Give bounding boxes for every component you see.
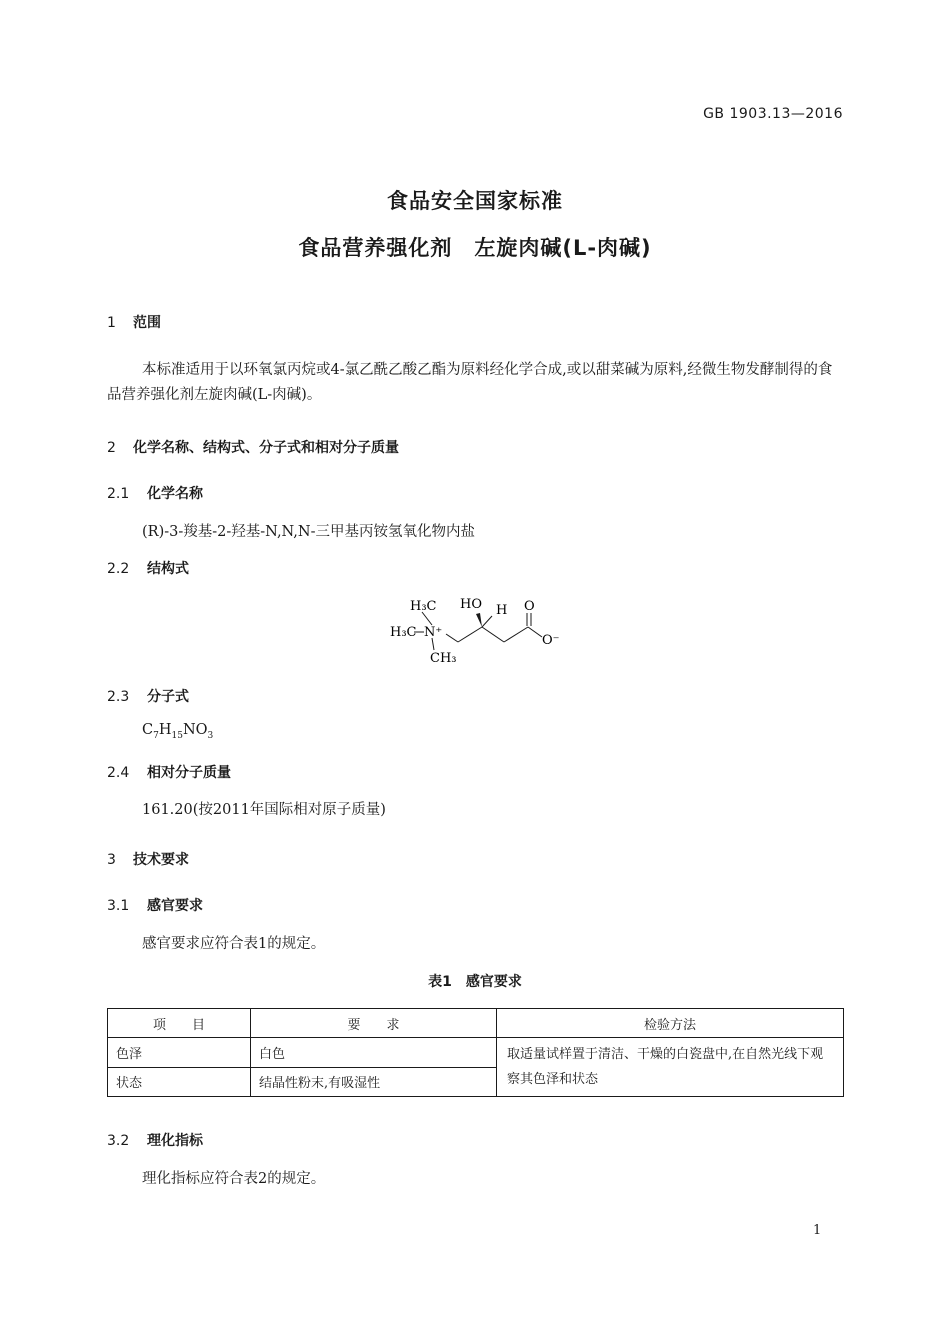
cell-item: 色泽 [108,1038,251,1068]
document-title: 食品安全国家标准 [387,189,563,213]
section-heading-2-4: 2.4 相对分子质量 [107,765,231,781]
sensory-requirements-table [107,1008,844,1097]
section-heading-2-1: 2.1 化学名称 [107,486,203,502]
h3c-left-label: H₃C [390,625,417,640]
cell-method: 取适量试样置于清洁、干燥的白瓷盘中,在自然光线下观察其色泽和状态 [497,1038,844,1097]
table-1-caption: 表1 感官要求 [428,974,522,990]
hydrogen-bond [482,616,492,627]
structural-formula [380,592,580,672]
hydrogen-label: H [496,603,508,618]
section-heading-3-1: 3.1 感官要求 [107,898,203,914]
nitrogen-label: N⁺ [424,625,443,640]
physicochemical-text: 理化指标应符合表2的规定。 [142,1171,326,1187]
header-requirement: 要 求 [251,1009,497,1038]
standard-number: GB 1903.13—2016 [703,106,843,122]
cell-item: 状态 [108,1067,251,1097]
hydroxyl-label: HO [460,597,482,612]
header-item: 项 目 [108,1009,251,1038]
carbonyl-oxygen-label: O [524,599,535,614]
wedge-bond [476,613,482,627]
page-number: 1 [813,1223,822,1238]
molecular-weight: 161.20(按2011年国际相对原子质量) [142,802,386,818]
ch3-bottom-label: CH₃ [430,651,457,666]
section-heading-1: 1 范围 [107,315,161,331]
document-subtitle: 食品营养强化剂 左旋肉碱(L-肉碱) [298,236,652,260]
table-header-row [108,1009,844,1038]
section-heading-2: 2 化学名称、结构式、分子式和相对分子质量 [107,440,399,456]
molecular-formula: $C_7H_{15}NO_3$ [142,722,214,741]
scope-paragraph: 本标准适用于以环氧氯丙烷或4-氯乙酰乙酸乙酯为原料经化学合成,或以甜菜碱为原料,经微生物发酵制得的食品营养强化剂左旋肉碱(L-肉碱)。 [107,362,833,403]
section-heading-2-2: 2.2 结构式 [107,561,189,577]
sensory-requirement-text: 感官要求应符合表1的规定。 [142,936,326,952]
section-heading-3: 3 技术要求 [107,852,189,868]
cell-requirement: 白色 [251,1038,497,1068]
header-method: 检验方法 [497,1009,844,1038]
cell-requirement: 结晶性粉末,有吸湿性 [251,1067,497,1097]
chemical-name: (R)-3-羧基-2-羟基-N,N,N-三甲基丙铵氢氧化物内盐 [142,524,476,540]
h3c-top-label: H₃C [410,599,437,614]
section-heading-3-2: 3.2 理化指标 [107,1133,203,1149]
section-heading-2-3: 2.3 分子式 [107,689,189,705]
carboxylate-oxygen-label: O⁻ [542,633,560,648]
table-row [108,1038,844,1068]
